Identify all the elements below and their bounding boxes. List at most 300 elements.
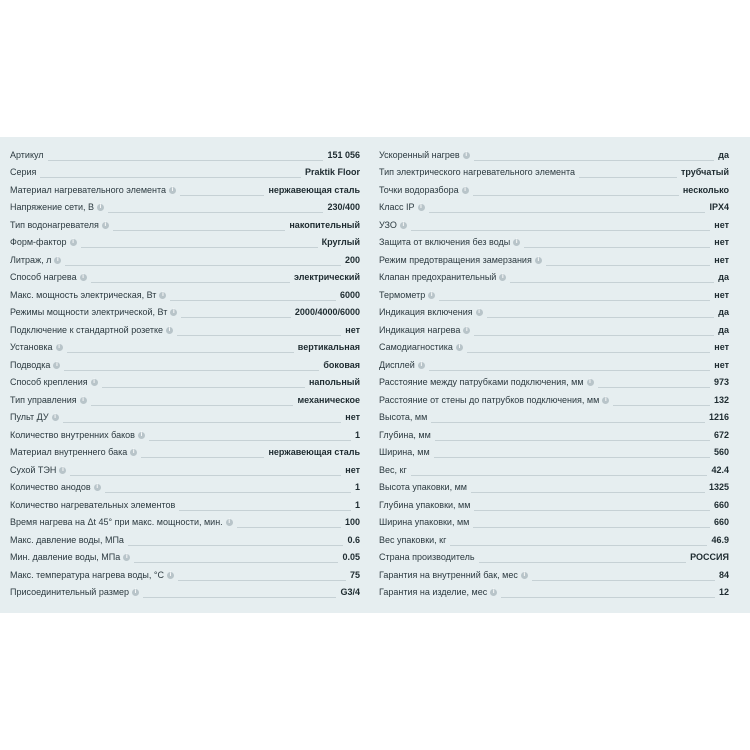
spec-row <box>379 409 729 427</box>
spec-value: 230/400 <box>327 202 360 213</box>
spec-value: 100 <box>344 517 360 528</box>
spec-row <box>10 566 360 584</box>
info-icon[interactable]: i <box>499 274 506 281</box>
spec-value: напольный <box>308 377 360 388</box>
dotted-leader <box>471 492 705 493</box>
spec-row <box>10 426 360 444</box>
dotted-leader <box>598 387 710 388</box>
spec-label-text: Макс. мощность электрическая, Вт <box>10 289 157 300</box>
spec-label <box>379 272 510 282</box>
spec-value: да <box>718 272 729 283</box>
spec-value: нержавеющая сталь <box>268 184 360 195</box>
dotted-leader <box>64 370 319 371</box>
spec-label <box>379 202 429 212</box>
spec-label-text: Защита от включения без воды <box>379 237 511 248</box>
spec-row <box>379 531 729 549</box>
dotted-leader <box>473 527 710 528</box>
spec-label <box>379 570 532 580</box>
spec-value: 46.9 <box>711 534 729 545</box>
dotted-leader <box>143 597 336 598</box>
spec-label <box>379 220 411 230</box>
spec-label <box>379 325 474 335</box>
spec-value: 132 <box>713 394 729 405</box>
spec-value: G3/4 <box>340 587 360 598</box>
spec-label <box>10 587 143 597</box>
dotted-leader <box>474 160 715 161</box>
spec-label-text: Время нагрева на Δt 45° при макс. мощности, мин. <box>10 517 223 528</box>
dotted-leader <box>532 580 715 581</box>
spec-row <box>10 514 360 532</box>
spec-row <box>10 286 360 304</box>
spec-row <box>10 549 360 567</box>
spec-row <box>10 479 360 497</box>
dotted-leader <box>40 177 301 178</box>
spec-label <box>379 395 613 405</box>
spec-label <box>379 237 524 247</box>
spec-value: 84 <box>718 569 729 580</box>
spec-label-text: Форм-фактор <box>10 237 67 248</box>
spec-value: да <box>718 149 729 160</box>
info-icon[interactable]: i <box>476 309 483 316</box>
info-icon[interactable]: i <box>80 274 87 281</box>
dotted-leader <box>546 265 710 266</box>
spec-row <box>379 164 729 182</box>
spec-value: накопительный <box>289 219 360 230</box>
dotted-leader <box>473 195 679 196</box>
spec-row <box>10 496 360 514</box>
info-icon[interactable]: i <box>59 467 66 474</box>
spec-label-text: Гарантия на внутренний бак, мес <box>379 569 518 580</box>
spec-label <box>379 412 431 422</box>
spec-label-text: Расстояние между патрубками подключения, мм <box>379 377 584 388</box>
info-icon[interactable]: i <box>130 449 137 456</box>
spec-value: 151 056 <box>327 149 360 160</box>
spec-label <box>379 587 501 597</box>
spec-row <box>379 321 729 339</box>
spec-row <box>10 321 360 339</box>
spec-value: трубчатый <box>681 167 729 178</box>
spec-label-text: Мин. давление воды, МПа <box>10 552 121 563</box>
spec-value: нет <box>714 289 729 300</box>
info-icon[interactable]: i <box>521 572 528 579</box>
spec-label <box>10 150 48 160</box>
spec-row <box>10 409 360 427</box>
spec-label <box>10 465 70 475</box>
info-icon[interactable]: i <box>138 432 145 439</box>
spec-label-text: Вес упаковки, кг <box>379 534 447 545</box>
spec-value: 0.05 <box>342 552 360 563</box>
spec-label <box>10 342 67 352</box>
info-icon[interactable]: i <box>80 397 87 404</box>
spec-label <box>379 185 473 195</box>
spec-label <box>379 465 411 475</box>
spec-label-text: Серия <box>10 167 37 178</box>
spec-row <box>10 461 360 479</box>
spec-label-text: Класс IP <box>379 202 415 213</box>
spec-label-text: Ширина, мм <box>379 447 430 458</box>
spec-label <box>10 570 178 580</box>
spec-label <box>10 430 149 440</box>
dotted-leader <box>411 230 710 231</box>
spec-value: 0.6 <box>347 534 360 545</box>
dotted-leader <box>63 422 342 423</box>
specs-column-left <box>10 146 360 601</box>
info-icon[interactable]: i <box>490 589 497 596</box>
dotted-leader <box>65 265 341 266</box>
spec-label-text: Пульт ДУ <box>10 412 49 423</box>
spec-label-text: Макс. температура нагрева воды, °С <box>10 569 164 580</box>
spec-label-text: Макс. давление воды, МПа <box>10 534 124 545</box>
info-icon[interactable]: i <box>428 292 435 299</box>
dotted-leader <box>510 282 714 283</box>
spec-label-text: Установка <box>10 342 53 353</box>
spec-value: 1216 <box>708 412 729 423</box>
dotted-leader <box>102 387 305 388</box>
spec-value: нет <box>714 254 729 265</box>
spec-label <box>10 290 170 300</box>
spec-row <box>10 181 360 199</box>
spec-row <box>379 181 729 199</box>
spec-value: да <box>718 324 729 335</box>
dotted-leader <box>431 422 705 423</box>
spec-row <box>10 391 360 409</box>
spec-row <box>10 234 360 252</box>
spec-value: нет <box>714 219 729 230</box>
info-icon[interactable]: i <box>70 239 77 246</box>
dotted-leader <box>170 300 336 301</box>
spec-row <box>379 286 729 304</box>
spec-value: 6000 <box>339 289 360 300</box>
spec-row <box>379 426 729 444</box>
info-icon[interactable]: i <box>91 379 98 386</box>
dotted-leader <box>141 457 264 458</box>
info-icon[interactable]: i <box>418 204 425 211</box>
spec-label <box>379 500 474 510</box>
spec-label-text: Ускоренный нагрев <box>379 149 460 160</box>
spec-value: боковая <box>323 359 360 370</box>
spec-label-text: Материал нагревательного элемента <box>10 184 167 195</box>
dotted-leader <box>411 475 708 476</box>
spec-value: 660 <box>713 517 729 528</box>
spec-label-text: Напряжение сети, В <box>10 202 95 213</box>
spec-label <box>379 517 473 527</box>
spec-label-text: Тип электрического нагревательного элемента <box>379 167 576 178</box>
spec-value: Praktik Floor <box>304 167 360 178</box>
spec-value: 2000/4000/6000 <box>294 307 360 318</box>
spec-label <box>10 167 40 177</box>
spec-row <box>379 584 729 602</box>
spec-row <box>379 461 729 479</box>
spec-value: нет <box>345 464 360 475</box>
spec-label-text: Тип водонагревателя <box>10 219 99 230</box>
spec-value: нержавеющая сталь <box>268 447 360 458</box>
spec-label <box>379 290 439 300</box>
spec-label <box>379 167 579 177</box>
spec-row <box>379 216 729 234</box>
dotted-leader <box>134 562 338 563</box>
info-icon[interactable]: i <box>102 222 109 229</box>
spec-label-text: Страна производитель <box>379 552 475 563</box>
spec-value: IPX4 <box>709 202 729 213</box>
spec-label <box>379 377 598 387</box>
dotted-leader <box>579 177 677 178</box>
spec-value: механическое <box>297 394 360 405</box>
dotted-leader <box>108 212 323 213</box>
spec-value: нет <box>345 324 360 335</box>
spec-label-text: Клапан предохранительный <box>379 272 497 283</box>
info-icon[interactable]: i <box>400 222 407 229</box>
spec-label <box>10 377 102 387</box>
info-icon[interactable]: i <box>462 187 469 194</box>
info-icon[interactable]: i <box>97 204 104 211</box>
spec-value: вертикальная <box>297 342 360 353</box>
spec-label-text: Индикация включения <box>379 307 473 318</box>
dotted-leader <box>474 510 710 511</box>
dotted-leader <box>524 247 710 248</box>
spec-label <box>10 255 65 265</box>
spec-label <box>10 552 134 562</box>
spec-label-text: Расстояние от стены до патрубков подключения, мм <box>379 394 600 405</box>
spec-label-text: Самодиагностика <box>379 342 453 353</box>
spec-value: РОССИЯ <box>690 552 729 563</box>
info-icon[interactable]: i <box>418 362 425 369</box>
spec-label <box>10 482 105 492</box>
info-icon[interactable]: i <box>132 589 139 596</box>
spec-label-text: Гарантия на изделие, мес <box>379 587 488 598</box>
spec-label <box>379 150 474 160</box>
spec-label-text: Режимы мощности электрической, Вт <box>10 307 168 318</box>
spec-label-text: Дисплей <box>379 359 415 370</box>
dotted-leader <box>180 195 264 196</box>
spec-row <box>379 391 729 409</box>
spec-label-text: Режим предотвращения замерзания <box>379 254 532 265</box>
spec-row <box>379 566 729 584</box>
spec-label <box>10 395 91 405</box>
spec-row <box>10 584 360 602</box>
dotted-leader <box>128 545 344 546</box>
info-icon[interactable]: i <box>456 344 463 351</box>
spec-row <box>379 356 729 374</box>
spec-row <box>379 146 729 164</box>
spec-label-text: Глубина, мм <box>379 429 431 440</box>
info-icon[interactable]: i <box>167 572 174 579</box>
spec-label <box>379 307 487 317</box>
info-icon[interactable]: i <box>463 152 470 159</box>
info-icon[interactable]: i <box>513 239 520 246</box>
spec-label-text: Артикул <box>10 149 44 160</box>
spec-label <box>10 412 63 422</box>
spec-row <box>379 199 729 217</box>
spec-label <box>10 535 128 545</box>
spec-label <box>10 220 113 230</box>
spec-label <box>10 360 64 370</box>
spec-value: 1 <box>354 499 360 510</box>
specs-column-right <box>379 146 729 601</box>
info-icon[interactable]: i <box>54 257 61 264</box>
spec-value: 560 <box>713 447 729 458</box>
spec-row <box>379 479 729 497</box>
dotted-leader <box>67 352 294 353</box>
dotted-leader <box>435 440 710 441</box>
spec-row <box>379 339 729 357</box>
spec-value: 1 <box>354 482 360 493</box>
spec-row <box>379 251 729 269</box>
spec-label-text: УЗО <box>379 219 397 230</box>
spec-label <box>10 307 181 317</box>
spec-label-text: Высота, мм <box>379 412 428 423</box>
spec-label-text: Глубина упаковки, мм <box>379 499 471 510</box>
spec-label <box>379 430 435 440</box>
spec-row <box>379 514 729 532</box>
spec-label-text: Высота упаковки, мм <box>379 482 467 493</box>
spec-row <box>379 304 729 322</box>
info-icon[interactable]: i <box>463 327 470 334</box>
spec-value: нет <box>714 237 729 248</box>
dotted-leader <box>613 405 710 406</box>
specs-panel <box>0 137 750 613</box>
spec-label <box>379 360 429 370</box>
dotted-leader <box>181 317 291 318</box>
spec-value: 1 <box>354 429 360 440</box>
spec-row <box>10 251 360 269</box>
spec-label <box>10 500 179 510</box>
spec-value: 660 <box>713 499 729 510</box>
spec-value: нет <box>714 342 729 353</box>
spec-row <box>379 234 729 252</box>
spec-row <box>379 549 729 567</box>
info-icon[interactable]: i <box>53 362 60 369</box>
dotted-leader <box>178 580 346 581</box>
dotted-leader <box>429 370 710 371</box>
spec-label <box>379 255 546 265</box>
info-icon[interactable]: i <box>123 554 130 561</box>
spec-label-text: Ширина упаковки, мм <box>379 517 470 528</box>
dotted-leader <box>237 527 341 528</box>
spec-label <box>10 325 177 335</box>
spec-label-text: Способ крепления <box>10 377 88 388</box>
info-icon[interactable]: i <box>602 397 609 404</box>
info-icon[interactable]: i <box>226 519 233 526</box>
spec-value: 1325 <box>708 482 729 493</box>
spec-label-text: Присоединительный размер <box>10 587 130 598</box>
spec-row <box>10 531 360 549</box>
spec-row <box>10 356 360 374</box>
spec-label-text: Подключение к стандартной розетке <box>10 324 163 335</box>
spec-row <box>379 374 729 392</box>
spec-row <box>10 146 360 164</box>
info-icon[interactable]: i <box>169 187 176 194</box>
spec-value: 200 <box>344 254 360 265</box>
dotted-leader <box>479 562 687 563</box>
dotted-leader <box>434 457 710 458</box>
info-icon[interactable]: i <box>535 257 542 264</box>
spec-label-text: Количество анодов <box>10 482 91 493</box>
spec-label <box>379 535 450 545</box>
spec-value: 42.4 <box>711 464 729 475</box>
info-icon[interactable]: i <box>166 327 173 334</box>
spec-row <box>10 304 360 322</box>
spec-label <box>10 517 237 527</box>
spec-row <box>379 444 729 462</box>
spec-row <box>10 339 360 357</box>
dotted-leader <box>429 212 706 213</box>
spec-value: 12 <box>718 587 729 598</box>
spec-label <box>10 237 81 247</box>
spec-label-text: Термометр <box>379 289 426 300</box>
dotted-leader <box>91 405 294 406</box>
spec-value: 973 <box>713 377 729 388</box>
info-icon[interactable]: i <box>52 414 59 421</box>
spec-label <box>10 272 91 282</box>
spec-value: да <box>718 307 729 318</box>
dotted-leader <box>177 335 341 336</box>
spec-label <box>379 482 471 492</box>
spec-row <box>379 496 729 514</box>
spec-label-text: Индикация нагрева <box>379 324 461 335</box>
dotted-leader <box>81 247 318 248</box>
dotted-leader <box>48 160 324 161</box>
dotted-leader <box>113 230 286 231</box>
spec-value: 672 <box>713 429 729 440</box>
spec-label <box>379 552 479 562</box>
spec-label <box>379 447 434 457</box>
spec-label-text: Способ нагрева <box>10 272 77 283</box>
spec-label-text: Литраж, л <box>10 254 52 265</box>
spec-label <box>379 342 467 352</box>
spec-value: электрический <box>294 272 360 283</box>
dotted-leader <box>70 475 341 476</box>
spec-row <box>10 216 360 234</box>
dotted-leader <box>105 492 351 493</box>
spec-label-text: Подводка <box>10 359 51 370</box>
spec-label-text: Вес, кг <box>379 464 407 475</box>
spec-row <box>379 269 729 287</box>
spec-label-text: Тип управления <box>10 394 77 405</box>
spec-value: нет <box>714 359 729 370</box>
spec-label <box>10 202 108 212</box>
dotted-leader <box>149 440 351 441</box>
spec-row <box>10 269 360 287</box>
dotted-leader <box>179 510 351 511</box>
dotted-leader <box>474 335 714 336</box>
spec-label <box>10 447 141 457</box>
dotted-leader <box>467 352 710 353</box>
spec-row <box>10 444 360 462</box>
spec-label-text: Сухой ТЭН <box>10 464 57 475</box>
spec-label <box>10 185 180 195</box>
spec-value: нет <box>345 412 360 423</box>
spec-value: Круглый <box>321 237 360 248</box>
info-icon[interactable]: i <box>159 292 166 299</box>
spec-row <box>10 164 360 182</box>
spec-label-text: Материал внутреннего бака <box>10 447 128 458</box>
dotted-leader <box>487 317 715 318</box>
dotted-leader <box>91 282 290 283</box>
spec-label-text: Количество нагревательных элементов <box>10 499 176 510</box>
spec-row <box>10 374 360 392</box>
dotted-leader <box>450 545 707 546</box>
spec-value: несколько <box>682 184 729 195</box>
dotted-leader <box>439 300 710 301</box>
info-icon[interactable]: i <box>94 484 101 491</box>
spec-value: 75 <box>349 569 360 580</box>
spec-label-text: Количество внутренних баков <box>10 429 135 440</box>
info-icon[interactable]: i <box>587 379 594 386</box>
info-icon[interactable]: i <box>170 309 177 316</box>
spec-label-text: Точки водоразбора <box>379 184 459 195</box>
spec-row <box>10 199 360 217</box>
info-icon[interactable]: i <box>56 344 63 351</box>
